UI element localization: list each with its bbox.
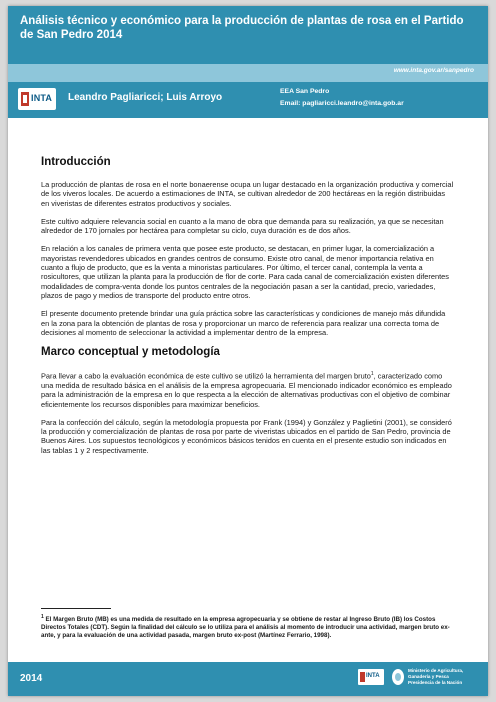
- ministry-line: Presidencia de la Nación: [408, 679, 463, 685]
- footnote: [41, 614, 455, 639]
- paragraph: La producción de plantas de rosa en el norte bonaerense ocupa un lugar destacado en la organización productiva y comercial de los viveros locales. De acuerdo a estimaciones de INTA, se cultivan alrededor de 200 hectáreas en la región distribuidas en viveristas de diferentes estratos productivos y sociales.: [41, 180, 454, 208]
- footer-inta-logo: [358, 669, 384, 685]
- paragraph-text: , caracterizado como una medida de resultado básica en el análisis de la empresa agropecuaria. El mencionado indicador económico es empleado para la administración de la empresa en lo que respecta a la elección de alternativas productivas con el objetivo de combinar eficientemente los recursos disponibles para maximizar beneficios.: [41, 371, 452, 409]
- ministry-line: Ministerio de Agricultura,: [408, 668, 464, 673]
- document-page: [8, 6, 488, 696]
- paragraph: Para la confección del cálculo, según la metodología propuesta por Frank (1994) y González y Paglietini (2001), se consideró la producción y comercialización de plantas de rosa por parte de viveristas ubicados en el partido de San Pedro, provincia de Buenos Aires. Los supuestos tecnológicos y económicos básicos tenidos en cuenta en el presente estudio son indicados en las tablas 1 y 2 respectivamente.: [41, 417, 452, 455]
- footnote-reference[interactable]: 1: [370, 371, 374, 378]
- footer-year: 2014: [20, 673, 43, 684]
- authors: Leandro Pagliaricci; Luis Arroyo: [68, 92, 223, 103]
- section-title-introduccion: Introducción: [41, 156, 111, 168]
- author-email[interactable]: Email: pagliaricci.leandro@inta.gob.ar: [280, 100, 404, 107]
- ministry-line: Ganadería y Pesca: [408, 673, 449, 679]
- paragraph: Este cultivo adquiere relevancia social en cuanto a la mano de obra que demanda para su realización, ya que se necesitan alrededor de 170 jornales por hectárea para completar su ciclo, cuya duración es de dos años.: [41, 216, 444, 236]
- paragraph: [41, 370, 455, 409]
- inta-logo-text: INTA: [366, 673, 380, 679]
- document-title: Análisis técnico y económico para la producción de plantas de rosa en el Partido de San Pedro 2014: [20, 15, 464, 41]
- footer-band: [8, 662, 488, 696]
- ministry-name: [408, 668, 482, 685]
- header-band: [8, 6, 488, 64]
- url-strip: [8, 64, 488, 82]
- inta-logo-icon: [21, 92, 29, 106]
- footnote-mark: 1: [41, 614, 44, 620]
- author-band: [8, 82, 488, 118]
- footnote-divider: [41, 608, 111, 609]
- section-title-marco: Marco conceptual y metodología: [41, 346, 220, 359]
- inta-logo: [18, 88, 56, 110]
- paragraph-text: Para llevar a cabo la evaluación económica de este cultivo se utilizó la herramienta del margen bruto: [41, 371, 371, 381]
- website-link[interactable]: www.inta.gov.ar/sanpedro: [393, 67, 474, 74]
- paragraph: El presente documento pretende brindar una guía práctica sobre las características y condiciones de manejo más difundida en la zona para la obtención de plantas de rosa y proporcionar un marco de referencia para realizar una correcta toma de decisiones al momento de seleccionar la actividad a implementar dentro de la empresa.: [41, 309, 446, 337]
- station-name: EEA San Pedro: [280, 88, 330, 95]
- inta-logo-text: INTA: [31, 93, 53, 103]
- footnote-text: El Margen Bruto (MB) es una medida de resultado en la empresa agropecuaria y se obtiene de restar al Ingreso Bruto (IB) los Costos Directos Totales (CDT). Según la finalidad del cálculo se lo utiliza para el análisis al momento de introducir una actividad, margen bruto ex-ante, y para la evaluación de una actividad pasada, margen bruto ex-post (Martínez Ferrario, 1998).: [41, 616, 450, 639]
- inta-logo-icon: [360, 672, 365, 682]
- main-content: [41, 156, 455, 464]
- paragraph: En relación a los canales de primera venta que posee este producto, se destacan, en primer lugar, la comercialización a mayoristas revendedores ubicados en grandes centros de consumo. Existe otro canal, de menor importancia relativa en cuanto a flujo de producto, que es la venta a minoristas particulares. Por último, el tercer canal, contempla la venta a rosicultores, que utilizan la planta para la producción de flor de corte. Para cada canal de comercialización existen diferentes modalidades de compra-venta donde los puntos centrales de la negociación pasan a ser la cantidad, precio, variedades, plazos de pago y medios de transporte del producto entre otros.: [41, 244, 449, 300]
- ministry-emblem-icon: [392, 669, 404, 685]
